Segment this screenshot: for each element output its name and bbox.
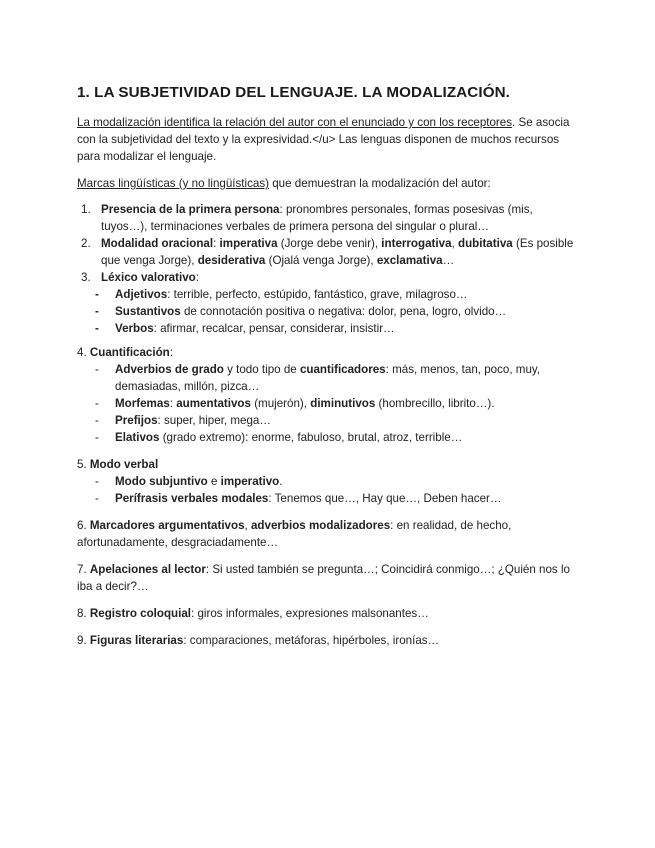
item-text: (Es posible que venga Jorge),	[101, 237, 574, 267]
item-term: Verbos	[115, 322, 154, 335]
section-number: 5.	[77, 458, 90, 471]
item-term: dubitativa	[457, 237, 513, 250]
intro-definition: identifica la relación del autor con el enunciado y con los receptores	[160, 116, 513, 129]
section-registro	[77, 605, 577, 622]
lexico-sublist	[77, 286, 577, 337]
item-term: Adjetivos	[115, 288, 168, 301]
dash-bullet: -	[95, 363, 99, 376]
item-text: : super, hiper, mega…	[157, 414, 271, 427]
section-text: ,	[244, 519, 251, 532]
section-heading: Modo verbal	[89, 458, 159, 471]
marcas-term: Marcas lingüísticas (y no lingüísticas)	[77, 177, 270, 190]
cuantificacion-sublist	[77, 361, 577, 446]
section-text: : comparaciones, metáforas, hipérboles, ironías…	[183, 634, 440, 647]
item-term: Presencia de la primera persona	[101, 203, 280, 216]
section-heading: Figuras literarias	[89, 634, 184, 647]
intro-rest: . Se asocia con la subjetividad del texto y la expresividad.</u> Las lenguas disponen de muchos recursos para modalizar el lenguaje.	[77, 116, 570, 163]
intro-term: La modalización	[77, 116, 161, 129]
item-text: ,	[451, 237, 458, 250]
sublist-item-adverbios-grado	[77, 361, 577, 395]
intro-paragraph	[77, 114, 577, 165]
document-page	[77, 84, 577, 649]
dash-bullet: -	[95, 288, 99, 301]
item-term: Modo subjuntivo	[115, 475, 208, 488]
section-text: : giros informales, expresiones malsonantes…	[191, 607, 429, 620]
item-term: aumentativos	[176, 397, 251, 410]
item-term: imperativo	[220, 475, 280, 488]
dash-bullet: -	[95, 492, 99, 505]
item-text: y todo tipo de	[223, 363, 300, 376]
section-heading: Registro coloquial	[89, 607, 192, 620]
sublist-item-subjuntivo	[77, 473, 577, 490]
section-text: : en realidad, de hecho, afortunadamente, desgraciadamente…	[77, 519, 512, 549]
dash-bullet: -	[95, 414, 99, 427]
sublist-item-elativos	[77, 429, 577, 446]
item-term: Léxico valorativo	[101, 271, 196, 284]
modo-verbal-sublist	[77, 473, 577, 507]
item-text: : pronombres personales, formas posesivas (mis, tuyos…), terminaciones verbales de primera persona del singular o plural…	[101, 203, 533, 233]
dash-bullet: -	[95, 305, 99, 318]
item-term: diminutivos	[310, 397, 376, 410]
sublist-item-adjetivos	[77, 286, 577, 303]
list-number: 2.	[81, 237, 91, 250]
list-item-primera-persona	[77, 201, 577, 235]
sublist-item-verbos	[77, 320, 577, 337]
section-number: 7.	[77, 563, 90, 576]
item-text: : más, menos, tan, poco, muy, demasiadas, millón, pizca…	[115, 363, 541, 393]
item-term: imperativa	[219, 237, 278, 250]
item-term: desiderativa	[197, 254, 266, 267]
item-text: (hombrecillo, librito…).	[375, 397, 495, 410]
page-title: 1. LA SUBJETIVIDAD DEL LENGUAJE. LA MODALIZACIÓN.	[77, 84, 510, 101]
item-term: Sustantivos	[115, 305, 181, 318]
section-marcadores	[77, 517, 577, 551]
dash-bullet: -	[95, 431, 99, 444]
section-heading: Apelaciones al lector	[89, 563, 206, 576]
section-number: 4.	[77, 346, 90, 359]
marcas-paragraph	[77, 175, 577, 192]
item-text: : afirmar, recalcar, pensar, considerar, insistir…	[153, 322, 395, 335]
section-figuras	[77, 632, 577, 649]
item-term: exclamativa	[376, 254, 443, 267]
sublist-item-prefijos	[77, 412, 577, 429]
item-term: Morfemas	[115, 397, 170, 410]
numbered-list	[77, 201, 577, 286]
item-text: (Ojalá venga Jorge),	[265, 254, 377, 267]
item-term: interrogativa	[381, 237, 452, 250]
item-term: Elativos	[115, 431, 160, 444]
item-text: (mujerón),	[250, 397, 311, 410]
list-number: 3.	[81, 271, 91, 284]
section-modo-verbal	[77, 456, 577, 473]
section-heading: Cuantificación	[89, 346, 170, 359]
dash-bullet: -	[95, 397, 99, 410]
item-text: …	[442, 254, 455, 267]
section-number: 9.	[77, 634, 90, 647]
item-term: Adverbios de grado	[115, 363, 224, 376]
item-text: : Tenemos que…, Hay que…, Deben hacer…	[268, 492, 502, 505]
section-cuantificacion	[77, 344, 577, 361]
section-heading: Marcadores argumentativos	[89, 519, 245, 532]
section-number: 6.	[77, 519, 90, 532]
section-number: 8.	[77, 607, 90, 620]
marcas-rest: que demuestran la modalización del autor:	[269, 177, 491, 190]
item-term: cuantificadores	[299, 363, 386, 376]
item-text: :	[213, 237, 220, 250]
dash-bullet: -	[95, 322, 99, 335]
section-heading: adverbios modalizadores	[250, 519, 391, 532]
section-apelaciones	[77, 561, 577, 595]
item-text: : terrible, perfecto, estúpido, fantástico, grave, milagroso…	[167, 288, 468, 301]
item-text: (grado extremo): enorme, fabuloso, brutal, atroz, terrible…	[159, 431, 463, 444]
dash-bullet: -	[95, 475, 99, 488]
section-text: : Si usted también se pregunta…; Coincidirá conmigo…; ¿Quién nos lo iba a decir?…	[77, 563, 570, 593]
list-number: 1.	[81, 203, 91, 216]
item-text: (Jorge debe venir),	[277, 237, 382, 250]
list-item-modalidad-oracional	[77, 235, 577, 269]
sublist-item-morfemas	[77, 395, 577, 412]
item-text: :	[169, 397, 177, 410]
item-text: de connotación positiva o negativa: dolor, pena, logro, olvido…	[180, 305, 507, 318]
sublist-item-sustantivos	[77, 303, 577, 320]
item-term: Perífrasis verbales modales	[115, 492, 269, 505]
item-text: e	[207, 475, 221, 488]
item-term: Prefijos	[115, 414, 158, 427]
sublist-item-perifrasis	[77, 490, 577, 507]
item-term: Modalidad oracional	[101, 237, 214, 250]
list-item-lexico-valorativo	[77, 269, 577, 286]
section-text: :	[169, 346, 174, 359]
item-text: :	[195, 271, 199, 284]
item-text: .	[279, 475, 283, 488]
